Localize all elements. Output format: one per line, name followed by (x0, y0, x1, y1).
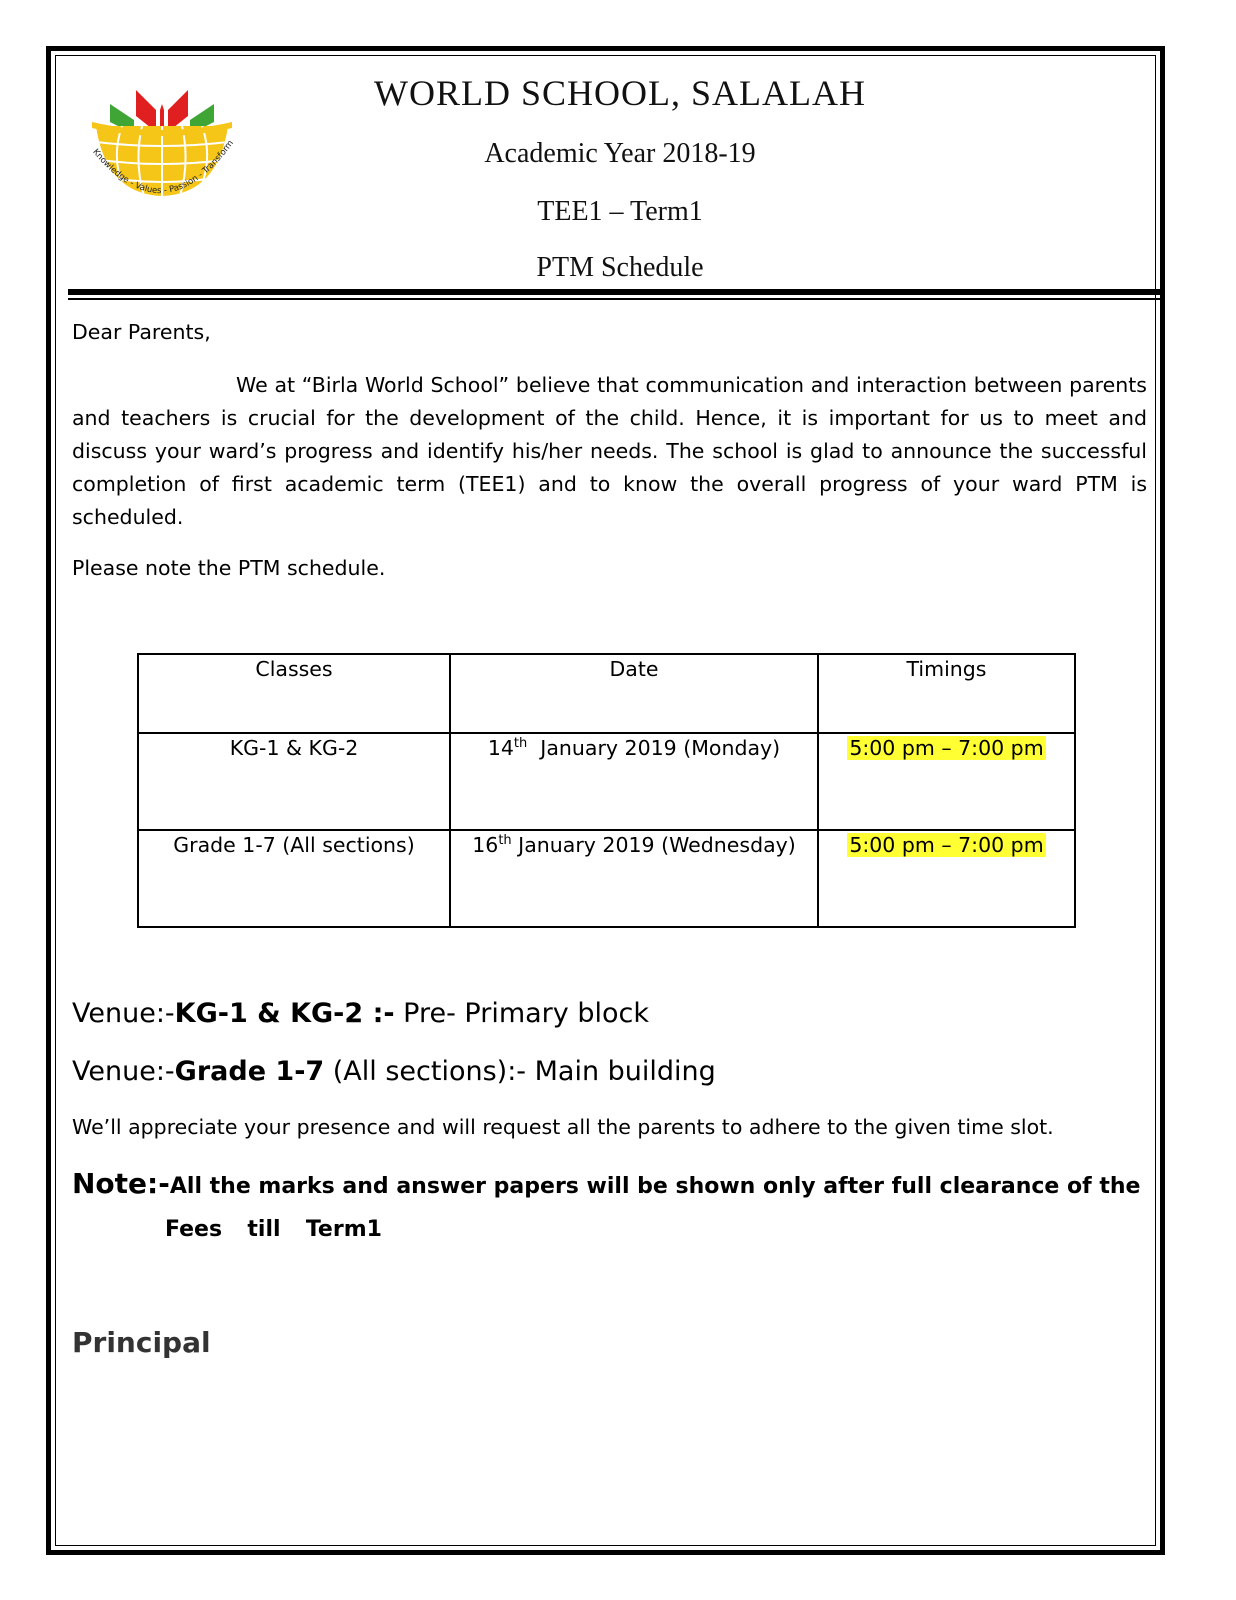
header-classes: Classes (138, 654, 450, 733)
date-rest: January 2019 (Wednesday) (511, 833, 796, 857)
note-label: Note:- (72, 1167, 170, 1200)
row-classes: Grade 1-7 (All sections) (138, 830, 450, 927)
row-timing (818, 830, 1075, 927)
venue-prefix: Venue:- (72, 998, 175, 1029)
fee-note (72, 1166, 1140, 1205)
document-title: PTM Schedule (536, 252, 704, 283)
signature-principal: Principal (72, 1326, 211, 1359)
date-suffix: th (498, 833, 512, 849)
date-rest: January 2019 (Monday) (527, 736, 781, 760)
venue-grade-location: (All sections):- Main building (324, 1056, 716, 1087)
school-logo (82, 82, 242, 214)
header-rule-thick (68, 289, 1162, 295)
row-date (450, 733, 818, 830)
header-rule-thin (68, 298, 1162, 300)
venue-grade-classes: Grade 1-7 (174, 1056, 325, 1087)
header-date: Date (450, 654, 818, 733)
timing-highlight: 5:00 pm – 7:00 pm (849, 736, 1044, 760)
date-day: 16 (472, 833, 499, 857)
logo-motto: Knowledge - Values - Passion - Transform (90, 138, 236, 197)
note-continuation: Fees till Term1 (165, 1217, 382, 1242)
table-header-row (138, 654, 1075, 733)
academic-year: Academic Year 2018-19 (484, 138, 756, 169)
venue-kg-location: Pre- Primary block (394, 998, 649, 1029)
date-suffix: th (513, 736, 528, 752)
greeting: Dear Parents, (72, 320, 211, 344)
header-timings: Timings (818, 654, 1075, 733)
school-name: WORLD SCHOOL, SALALAH (374, 73, 866, 113)
venue-kg (72, 996, 649, 1032)
venue-kg-classes: KG-1 & KG-2 :- (174, 998, 395, 1029)
venue-prefix: Venue:- (72, 1056, 175, 1087)
table-row (138, 830, 1075, 927)
date-day: 14 (487, 736, 514, 760)
intro-paragraph (72, 369, 1147, 534)
note-text: All the marks and answer papers will be shown only after full clearance of the (169, 1174, 1141, 1199)
schedule-note: Please note the PTM schedule. (72, 556, 386, 580)
row-date (450, 830, 818, 927)
intro-text: We at “Birla World School” believe that communication and interaction between parents and teachers is crucial for the development of the child. Hence, it is important for us to meet and discuss your ward’s progress and identify his/her needs. The school is glad to announce the successful completion of first academic term (TEE1) and to know the overall progress of your ward PTM is scheduled. (72, 373, 1147, 529)
timing-highlight: 5:00 pm – 7:00 pm (849, 833, 1044, 857)
row-classes: KG-1 & KG-2 (138, 733, 450, 830)
row-timing (818, 733, 1075, 830)
venue-grades (72, 1054, 716, 1090)
appreciation-text: We’ll appreciate your presence and will request all the parents to adhere to the given time slot. (72, 1115, 1054, 1139)
ptm-schedule-table (137, 653, 1076, 928)
table-row (138, 733, 1075, 830)
term-label: TEE1 – Term1 (537, 196, 703, 227)
